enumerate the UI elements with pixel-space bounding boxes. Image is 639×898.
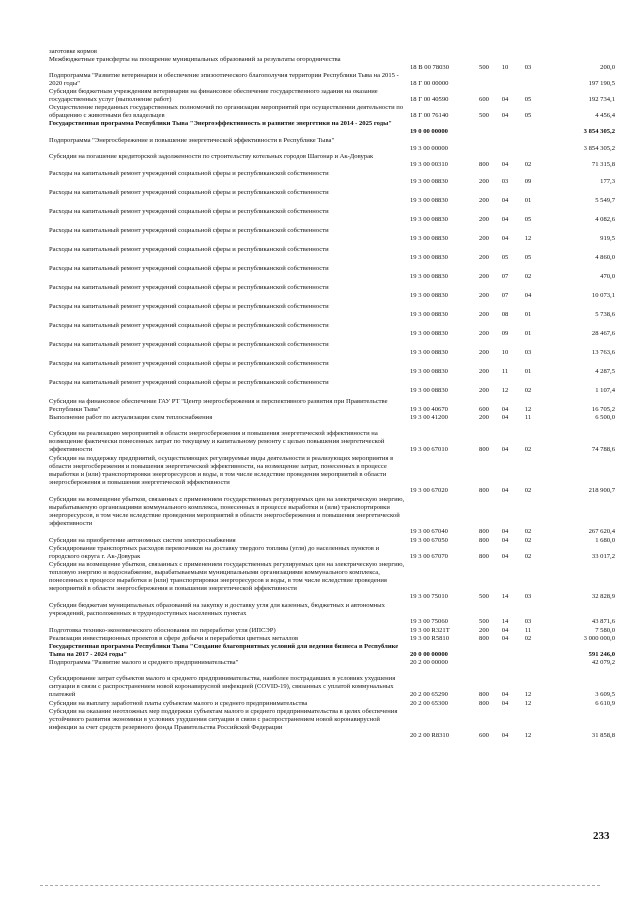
row-code: 18 Г 00 76140 [410,112,449,120]
row-description: Расходы на капитальный ремонт учреждений социальной сферы и республиканской собственности [49,189,329,196]
row-description: Расходы на капитальный ремонт учреждений социальной сферы и республиканской собственности [49,265,329,272]
row-expense-type: 800 [479,487,489,495]
row-expense-type: 600 [479,406,489,414]
row-subsection: 12 [524,406,532,414]
row-description: Подпрограмма "Развитие ветеринарии и обеспечение эпизоотического благополучия территории Республики Тыва на 2015 - 2020 годы" [49,72,399,88]
row-description: Субсидии на оказание неотложных мер поддержки субъектам малого и среднего предпринимательства в целях обеспечения устойчивого развития экономики в условиях ухудшения ситуации в связи с распространением новой коронавирусной инфекции за счет средств резервного фонда Правительства Российской Федерации [49,708,398,732]
row-code: 19 3 00 08830 [410,235,448,243]
row-code: 19 3 00 75010 [410,593,448,601]
row-code: 19 3 00 08830 [410,368,448,376]
row-subsection: 11 [524,414,532,421]
row-expense-type: 200 [479,178,489,186]
row-section: 04 [501,96,509,104]
row-amount: 267 620,4 [588,528,615,536]
row-expense-type: 200 [479,197,489,205]
row-amount: 6 610,9 [595,700,615,707]
row-amount: 4 082,6 [595,216,615,224]
row-subsection: 03 [524,64,532,72]
row-subsection: 01 [524,368,532,376]
row-section: 14 [501,618,509,626]
row-section: 04 [501,112,509,120]
row-section: 07 [501,273,509,281]
row-section: 04 [501,528,509,536]
row-amount: 7 580,0 [595,627,615,634]
row-code: 19 3 00 67040 [410,528,448,536]
row-amount: 6 500,0 [595,414,615,421]
row-expense-type: 500 [479,64,489,72]
row-description: Подпрограмма "Развитие малого и среднего предпринимательства" [49,659,239,666]
row-code: 19 3 00 67020 [410,487,448,495]
row-code: 19 3 00 67050 [410,537,448,544]
row-section: 04 [501,732,509,740]
row-section: 08 [501,311,509,319]
row-subsection: 03 [524,349,532,357]
row-code: 19 3 00 08830 [410,387,448,395]
row-subsection: 02 [524,537,532,544]
row-amount: 200,0 [600,64,615,72]
row-code: 20 2 00 65300 [410,700,448,707]
footer-divider [40,885,600,886]
row-description: Субсидии на возмещение убытков, связанных с применением государственных регулируемых цен на электрическую энергию, вырабатываемую организациями коммунального комплекса, понесенных в процессе выработки и (или) транспортировки энергоресурсов, в том числе вследствие проведения мероприятий в области энергосбережения и повышения энергетической эффективности [49,496,405,528]
row-expense-type: 200 [479,349,489,357]
row-amount: 3 854 305,2 [583,128,615,136]
row-expense-type: 600 [479,732,489,740]
row-code: 19 3 00 08830 [410,216,448,224]
row-section: 11 [501,368,509,376]
row-amount: 28 467,6 [591,330,615,338]
row-subsection: 02 [524,161,532,169]
row-description: Субсидии на выплату заработной платы субъектам малого и среднего предпринимательства [49,700,308,707]
row-code: 19 3 00 41200 [410,414,448,421]
row-amount: 197 190,5 [588,80,615,88]
row-amount: 32 828,9 [591,593,615,601]
row-section: 04 [501,700,509,707]
row-code: 19 3 00 75060 [410,618,448,626]
row-code: 19 3 00 67010 [410,446,448,454]
row-code: 20 0 00 00000 [410,651,448,659]
row-code: 19 3 00 08830 [410,273,448,281]
row-subsection: 03 [524,593,532,601]
row-amount: 31 858,8 [591,732,615,740]
row-amount: 5 549,7 [595,197,615,205]
row-description: Осуществление переданных государственных полномочий по организации мероприятий при осуществлении деятельности по обращению с животными без владельцев [49,104,404,120]
row-amount: 10 073,1 [591,292,615,300]
row-expense-type: 200 [479,330,489,338]
row-amount: 177,3 [600,178,615,186]
row-expense-type: 800 [479,691,489,699]
row-description: Субсидии на возмещение убытков, связанных с применением государственных регулируемых цен на электрическую энергию, тепловую энергию и водоснабжение, вырабатываемыми муниципальными организациями коммунального комплекса, понесенных в процессе выработки и (или) транспортировки энергоресурсов и воды, в том числе вследствие проведения мероприятий в области энергосбережения и повышения энергетической эффективности [49,561,405,593]
row-description: Субсидии бюджетным учреждениям ветеринарии на финансовое обеспечение государственного задания на оказание государственных услуг (выполнение работ) [49,88,378,104]
row-amount: 1 107,4 [595,387,615,395]
row-description: Субсидирование транспортных расходов перевозчиков на доставку твердого топлива (угля) до населенных пунктов и городского округа г. Ак-Довурак [49,545,380,561]
row-description: Подготовка технико-экономического обоснования по переработке угля (ИПСЭР) [49,627,276,634]
row-subsection: 02 [524,387,532,395]
row-subsection: 01 [524,311,532,319]
row-description: Расходы на капитальный ремонт учреждений социальной сферы и республиканской собственности [49,379,329,386]
row-section: 04 [501,406,509,414]
row-amount: 4 456,4 [595,112,615,120]
row-description: Выполнение работ по актуализации схем теплоснабжения [49,414,213,421]
row-expense-type: 200 [479,254,489,262]
row-expense-type: 800 [479,635,489,642]
row-subsection: 03 [524,618,532,626]
row-description: Межбюджетные трансферты на поощрение муниципальных образований за результаты огородничества [49,56,341,63]
row-description: Расходы на капитальный ремонт учреждений социальной сферы и республиканской собственности [49,208,329,215]
row-subsection: 05 [524,254,532,262]
row-subsection: 02 [524,553,532,561]
row-code: 19 3 00 08830 [410,292,448,300]
row-expense-type: 800 [479,528,489,536]
row-expense-type: 200 [479,311,489,319]
row-section: 04 [501,537,509,544]
row-description: Государственная программа Республики Тыва "Энергоэффективность и развитие энергетики на 2014 - 2025 годы" [49,120,392,127]
row-subsection: 12 [524,732,532,740]
row-expense-type: 200 [479,387,489,395]
row-subsection: 09 [524,178,532,186]
row-section: 04 [501,414,509,421]
row-description: Субсидии на финансовое обеспечение ГАУ РТ "Центр энергосбережения и перспективного развития при Правительстве Республики Тыва" [49,398,388,414]
row-code: 19 3 00 40670 [410,406,448,414]
row-description: Расходы на капитальный ремонт учреждений социальной сферы и республиканской собственности [49,303,329,310]
row-section: 04 [501,487,509,495]
row-subsection: 04 [524,292,532,300]
row-subsection: 12 [524,691,532,699]
row-code: 19 3 00 00310 [410,161,448,169]
row-section: 10 [501,64,509,72]
row-amount: 4 860,0 [595,254,615,262]
row-description: Расходы на капитальный ремонт учреждений социальной сферы и республиканской собственности [49,246,329,253]
row-section: 04 [501,691,509,699]
row-code: 20 2 00 R8310 [410,732,450,740]
row-code: 18 Г 00 00000 [410,80,449,88]
row-code: 19 3 00 08830 [410,311,448,319]
page-number: 233 [593,830,610,842]
row-section: 04 [501,627,509,634]
row-subsection: 01 [524,197,532,205]
row-subsection: 02 [524,487,532,495]
row-expense-type: 800 [479,446,489,454]
row-section: 05 [501,254,509,262]
row-code: 19 3 00 08830 [410,254,448,262]
row-subsection: 02 [524,635,532,642]
row-description: Государственная программа Республики Тыва "Создание благоприятных условий для ведения бизнеса в Республике Тыва на 2017 - 2024 годы" [49,643,399,659]
row-section: 03 [501,178,509,186]
row-expense-type: 500 [479,112,489,120]
row-amount: 3 000 000,0 [583,635,615,642]
row-amount: 42 079,2 [591,659,615,666]
row-description: Субсидирование затрат субъектов малого и среднего предпринимательства, наиболее пострадавших в условиях ухудшения ситуации в связи с распространением новой коронавирусной инфекцией (COVID-19), связанных с уплатой коммунальных платежей [49,675,396,699]
row-amount: 74 788,6 [591,446,615,454]
row-amount: 33 017,2 [591,553,615,561]
row-expense-type: 500 [479,593,489,601]
row-code: 19 3 00 08830 [410,178,448,186]
row-code: 19 3 00 67070 [410,553,448,561]
row-expense-type: 800 [479,161,489,169]
row-description: Расходы на капитальный ремонт учреждений социальной сферы и республиканской собственности [49,360,329,367]
row-subsection: 05 [524,96,532,104]
row-expense-type: 200 [479,235,489,243]
row-code: 19 3 00 R321T [410,627,450,634]
row-amount: 218 900,7 [588,487,615,495]
row-description: заготовке кормов [49,48,98,55]
row-section: 04 [501,553,509,561]
row-description: Расходы на капитальный ремонт учреждений социальной сферы и республиканской собственности [49,341,329,348]
row-amount: 470,0 [600,273,615,281]
row-code: 19 3 00 08830 [410,330,448,338]
row-code: 20 2 00 00000 [410,659,448,666]
row-amount: 16 705,2 [591,406,615,414]
row-amount: 1 680,0 [595,537,615,544]
row-code: 19 3 00 R5810 [410,635,450,642]
row-section: 09 [501,330,509,338]
row-amount: 3 854 305,2 [583,145,615,153]
row-description: Субсидии бюджетам муниципальных образований на закупку и доставку угля для казенных, бюджетных и автономных учреждений, расположенных в труднодоступных населенных пунктах [49,602,385,618]
row-subsection: 12 [524,700,532,707]
row-amount: 3 609,5 [595,691,615,699]
row-expense-type: 200 [479,414,489,421]
row-description: Расходы на капитальный ремонт учреждений социальной сферы и республиканской собственности [49,322,329,329]
row-amount: 919,5 [600,235,615,243]
row-code: 20 2 00 65290 [410,691,448,699]
row-description: Расходы на капитальный ремонт учреждений социальной сферы и республиканской собственности [49,284,329,291]
row-section: 07 [501,292,509,300]
row-amount: 13 763,6 [591,349,615,357]
row-subsection: 05 [524,216,532,224]
row-expense-type: 200 [479,368,489,376]
row-description: Реализация инвестиционных проектов в сфере добычи и переработки цветных металлов [49,635,299,642]
row-amount: 5 738,6 [595,311,615,319]
row-expense-type: 200 [479,292,489,300]
row-section: 04 [501,446,509,454]
row-description: Подпрограмма "Энергосбережение и повышение энергетической эффективности в Республике Тыва" [49,137,335,144]
row-code: 19 3 00 08830 [410,197,448,205]
row-description: Субсидии на реализацию мероприятий в области энергосбережения и повышения энергетической эффективности на возмещение фактически понесенных затрат по текущему и капитальному ремонту с целью повышения энергетической эффективности [49,430,385,454]
row-expense-type: 500 [479,618,489,626]
row-code: 19 3 00 00000 [410,145,448,153]
row-section: 04 [501,216,509,224]
row-description: Субсидии на приобретение автономных систем электроснабжения [49,537,236,544]
row-code: 18 Г 00 40590 [410,96,449,104]
row-expense-type: 800 [479,700,489,707]
row-section: 04 [501,197,509,205]
row-amount: 4 287,5 [595,368,615,376]
row-subsection: 11 [524,627,532,634]
row-section: 14 [501,593,509,601]
row-subsection: 02 [524,446,532,454]
row-amount: 192 734,1 [588,96,615,104]
row-subsection: 02 [524,273,532,281]
row-expense-type: 200 [479,216,489,224]
row-description: Субсидии на поддержку предприятий, осуществляющих регулируемые виды деятельности и реализующих мероприятия в области энергосбережения и повышения энергетической эффективности, на возмещение затрат, понесенных в процессе выработки и (или) транспортировки энергоресурсов и воды, в том числе вследствие проведения мероприятий в области энергосбережения и повышения энергетической эффективности [49,455,394,487]
row-amount: 591 246,0 [588,651,615,659]
row-code: 19 3 00 08830 [410,349,448,357]
row-code: 19 0 00 00000 [410,128,448,136]
row-subsection: 12 [524,235,532,243]
row-section: 04 [501,635,509,642]
row-amount: 71 315,8 [591,161,615,169]
row-section: 10 [501,349,509,357]
row-section: 04 [501,161,509,169]
row-expense-type: 800 [479,537,489,544]
row-description: Субсидии на погашение кредиторской задолженности по строительству котельных городов Шагонар и Ак-Довурак [49,153,374,160]
row-expense-type: 200 [479,273,489,281]
row-section: 12 [501,387,509,395]
row-amount: 43 871,6 [591,618,615,626]
row-expense-type: 600 [479,96,489,104]
row-description: Расходы на капитальный ремонт учреждений социальной сферы и республиканской собственности [49,227,329,234]
row-description: Расходы на капитальный ремонт учреждений социальной сферы и республиканской собственности [49,170,329,177]
row-code: 18 В 00 78030 [410,64,450,72]
row-section: 04 [501,235,509,243]
row-expense-type: 200 [479,627,489,634]
row-subsection: 01 [524,330,532,338]
row-expense-type: 800 [479,553,489,561]
row-subsection: 02 [524,528,532,536]
row-subsection: 05 [524,112,532,120]
